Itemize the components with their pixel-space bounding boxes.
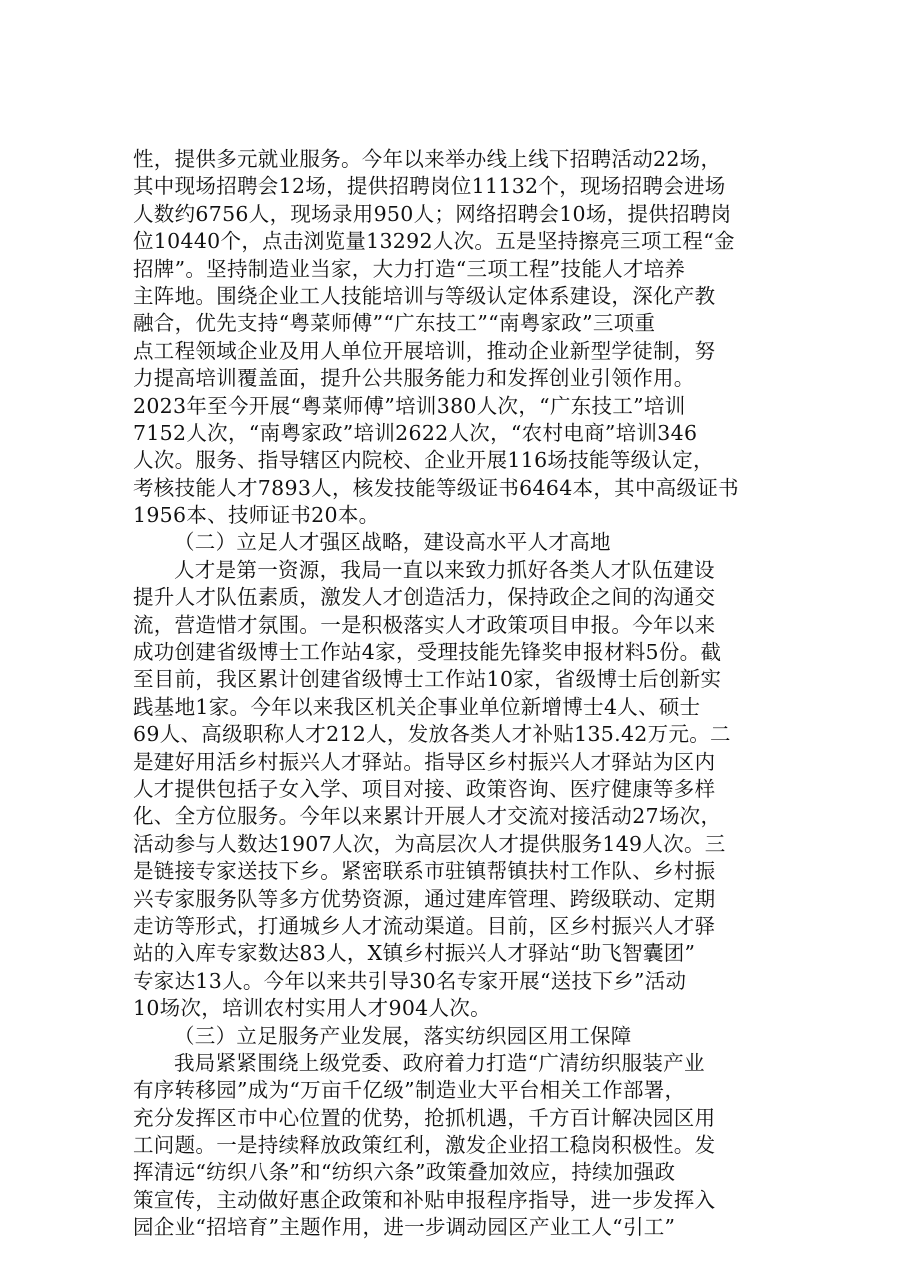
- text-line: 考核技能人才7893人，核发技能等级证书6464本，其中高级证书: [133, 475, 739, 500]
- text-line: 位10440个，点击浏览量13292人次。五是坚持擦亮三项工程“金: [133, 229, 735, 254]
- text-line: 兴专家服务队等多方优势资源，通过建库管理、跨级联动、定期: [133, 886, 716, 911]
- text-line: 2023年至今开展“粤菜师傅”培训380人次，“广东技工”培训: [133, 393, 686, 418]
- text-line: 站的入库专家数达83人，X镇乡村振兴人才驿站“助飞智囊团”: [133, 941, 696, 966]
- text-line: 挥清远“纺织八条”和“纺织六条”政策叠加效应，持续加强政: [133, 1160, 676, 1185]
- text-line: 主阵地。围绕企业工人技能培训与等级认定体系建设，深化产教: [133, 283, 716, 308]
- text-line: 人才提供包括子女入学、项目对接、政策咨询、医疗健康等多样: [133, 776, 716, 801]
- text-line: 成功创建省级博士工作站4家，受理技能先锋奖申报材料5份。截: [133, 640, 722, 665]
- text-line: 充分发挥区市中心位置的优势，抢抓机遇，千方百计解决园区用: [133, 1105, 716, 1130]
- text-line: 化、全方位服务。今年以来累计开展人才交流对接活动27场次，: [133, 804, 722, 829]
- text-line: 7152人次，“南粤家政”培训2622人次，“农村电商”培训346: [133, 420, 698, 445]
- text-line: 活动参与人数达1907人次，为高层次人才提供服务149人次。三: [133, 831, 726, 856]
- text-line: 我局紧紧围绕上级党委、政府着力打造“广清纺织服装产业: [174, 1050, 705, 1075]
- document-body: [133, 146, 783, 1242]
- section-heading: （三）立足服务产业发展，落实纺织园区用工保障: [174, 1023, 632, 1048]
- text-line: 力提高培训覆盖面，提升公共服务能力和发挥创业引领作用。: [133, 366, 695, 391]
- text-line: 专家达13人。今年以来共引导30名专家开展“送技下乡”活动: [133, 968, 687, 993]
- text-line: 践基地1家。今年以来我区机关企事业单位新增博士4人、硕士: [133, 694, 701, 719]
- text-line: 走访等形式，打通城乡人才流动渠道。目前，区乡村振兴人才驿: [133, 913, 716, 938]
- text-line: 点工程领域企业及用人单位开展培训，推动企业新型学徒制，努: [133, 338, 716, 363]
- section-heading: （二）立足人才强区战略，建设高水平人才高地: [174, 530, 611, 555]
- text-line: 园企业“招培育”主题作用，进一步调动园区产业工人“引工”: [133, 1215, 676, 1240]
- text-line: 是建好用活乡村振兴人才驿站。指导区乡村振兴人才驿站为区内: [133, 749, 716, 774]
- text-line: 10场次，培训农村实用人才904人次。: [133, 996, 491, 1021]
- text-line: 流，营造惜才氛围。一是积极落实人才政策项目申报。今年以来: [133, 612, 716, 637]
- text-line: 工问题。一是持续释放政策红利，激发企业招工稳岗积极性。发: [133, 1133, 716, 1158]
- text-line: 1956本、技师证书20本。: [133, 503, 380, 528]
- text-line: 招牌”。坚持制造业当家，大力打造“三项工程”技能人才培养: [133, 256, 686, 281]
- text-line: 是链接专家送技下乡。紧密联系市驻镇帮镇扶村工作队、乡村振: [133, 859, 716, 884]
- text-line: 提升人才队伍素质，激发人才创造活力，保持政企之间的沟通交: [133, 585, 716, 610]
- text-line: 人才是第一资源，我局一直以来致力抓好各类人才队伍建设: [174, 557, 715, 582]
- text-line: 人数约6756人，现场录用950人；网络招聘会10场，提供招聘岗: [133, 201, 732, 226]
- text-line: 性，提供多元就业服务。今年以来举办线上线下招聘活动22场，: [133, 147, 722, 171]
- text-line: 其中现场招聘会12场，提供招聘岗位11132个，现场招聘会进场: [133, 174, 726, 199]
- text-line: 人次。服务、指导辖区内院校、企业开展116场技能等级认定，: [133, 448, 714, 473]
- text-line: 69人、高级职称人才212人，发放各类人才补贴135.42万元。二: [133, 722, 731, 747]
- text-line: 有序转移园”成为“万亩千亿级”制造业大平台相关工作部署，: [133, 1078, 686, 1103]
- text-line: 融合，优先支持“粤菜师傅”“广东技工”“南粤家政”三项重: [133, 311, 656, 336]
- text-line: 策宣传，主动做好惠企政策和补贴申报程序指导，进一步发挥入: [133, 1187, 716, 1212]
- text-line: 至目前，我区累计创建省级博士工作站10家，省级博士后创新实: [133, 667, 722, 692]
